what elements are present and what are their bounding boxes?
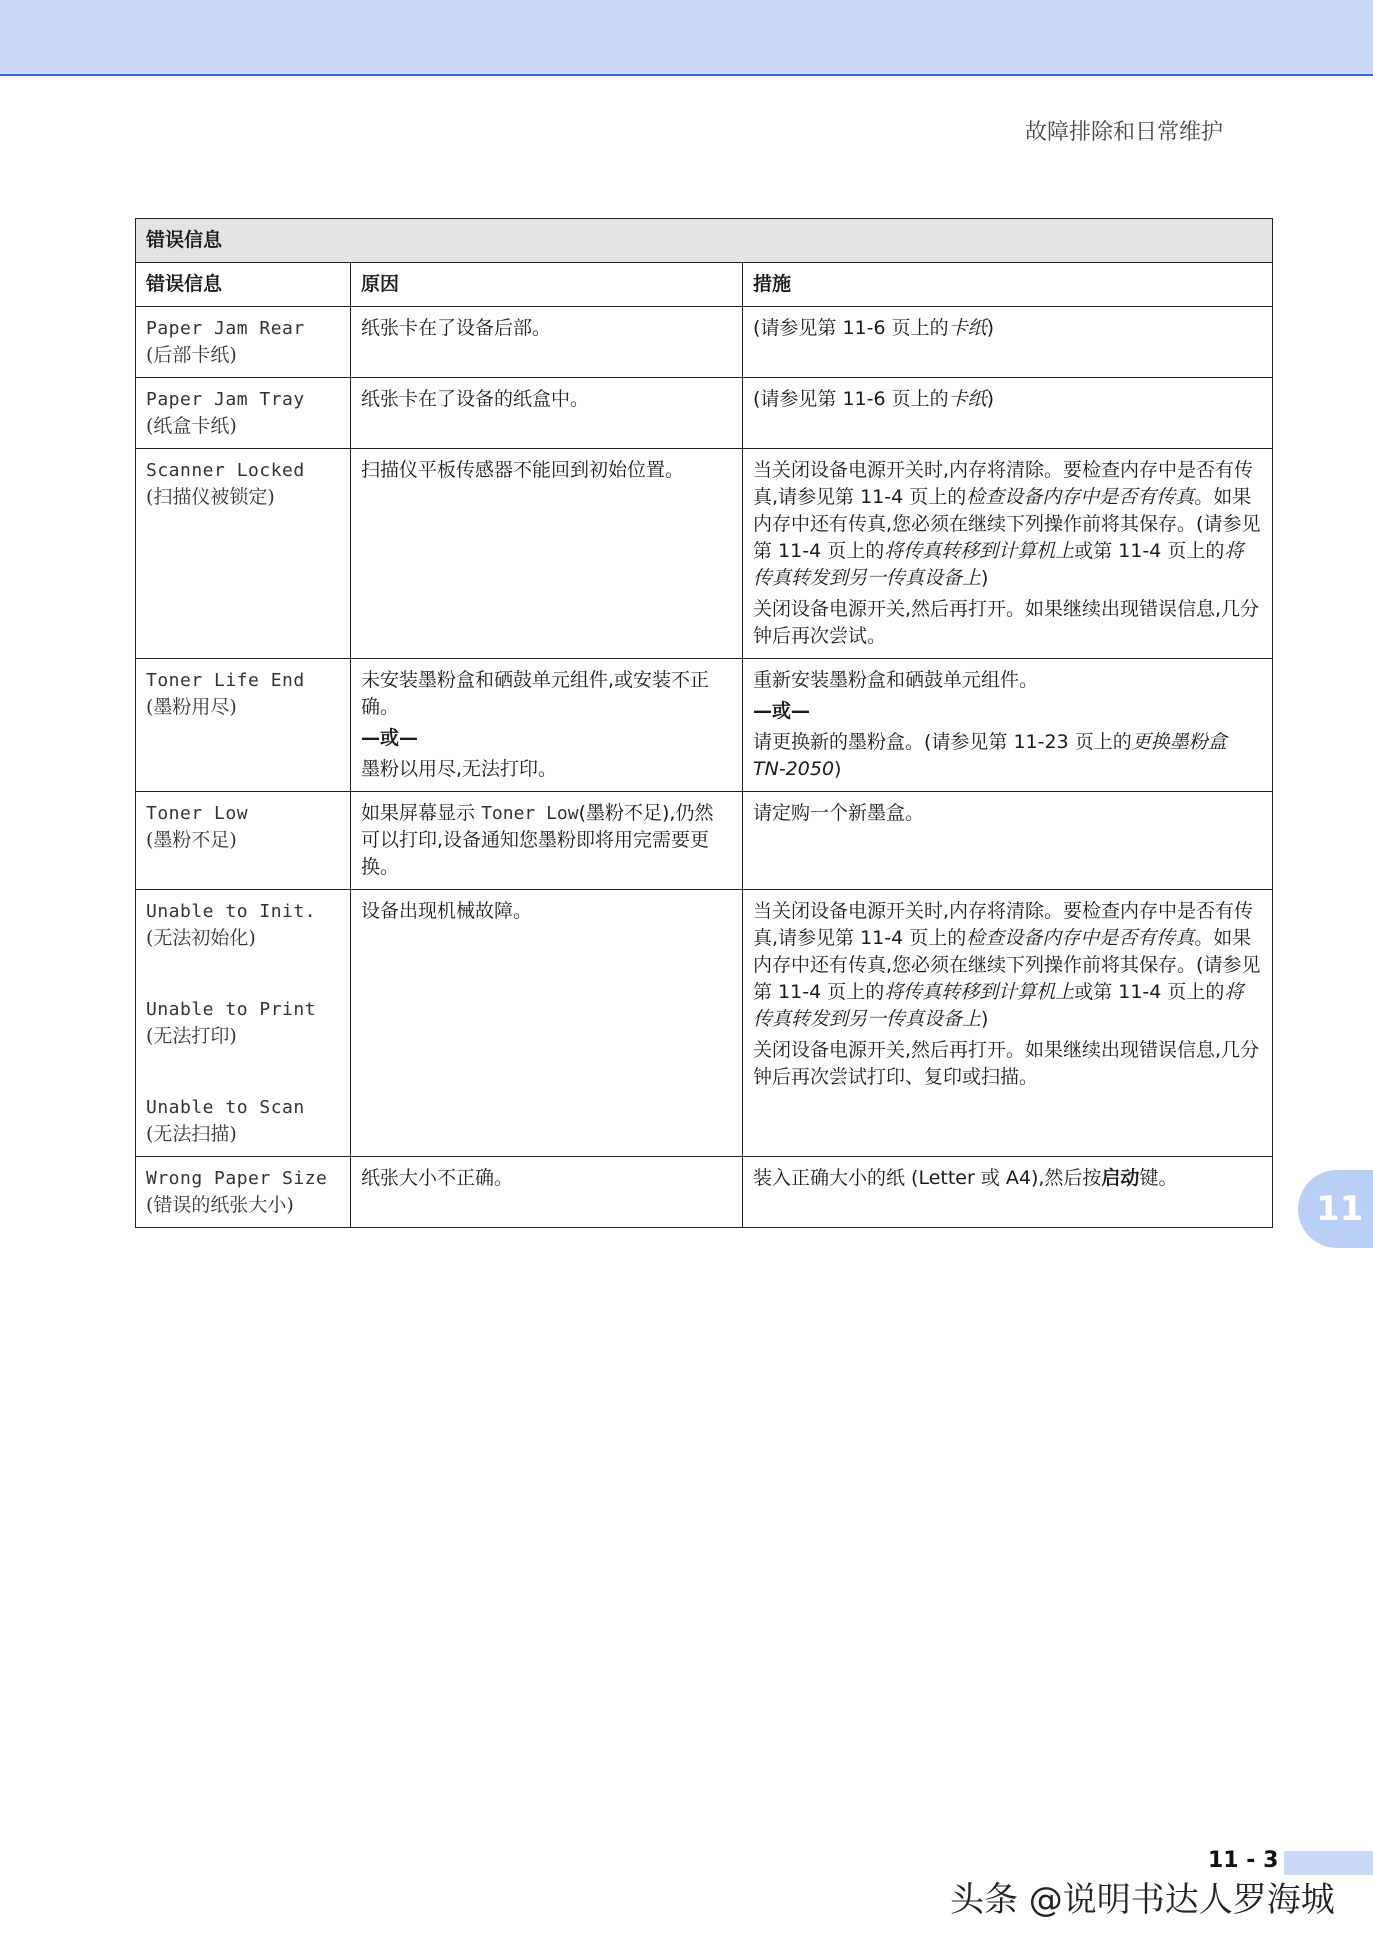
error-code: Unable to Init. [146, 901, 317, 922]
spacer [146, 952, 340, 996]
action-text: 装入正确大小的纸 (Letter 或 A4),然后按 [753, 1167, 1102, 1189]
action-text: 。如果内存中还有传真,您必须在继续下列操作前将其保存。(请参见第 11-4 页上的 [753, 927, 1261, 1003]
error-message-cell [136, 449, 351, 659]
cause-text: 如果屏幕显示 [361, 802, 476, 824]
action-cell [743, 378, 1273, 449]
action-paragraph [753, 457, 1262, 592]
or-separator: —或— [361, 727, 419, 749]
error-name: (无法打印) [146, 1025, 237, 1047]
watermark-text: 头条 @说明书达人罗海城 [950, 1880, 1335, 1920]
action-link-text: 检查设备内存中是否有传真 [966, 927, 1195, 949]
action-text: 请更换新的墨粉盒。(请参见第 11-23 页上的 [753, 731, 1132, 753]
action-paragraph [753, 898, 1262, 1033]
action-text: ) [986, 317, 995, 339]
action-text: (请参见第 11-6 页上的 [753, 388, 949, 410]
action-link-text: 将传真转发到另一传真设备上 [753, 981, 1244, 1030]
action-link-text: 更换墨粉盒 TN-2050 [753, 731, 1227, 780]
spacer [146, 1050, 340, 1094]
action-paragraph: 关闭设备电源开关,然后再打开。如果继续出现错误信息,几分钟后再次尝试。 [753, 598, 1260, 647]
table-row [136, 307, 1273, 378]
action-cell: 请定购一个新墨盒。 [743, 792, 1273, 890]
cause-text: 墨粉以用尽,无法打印。 [361, 758, 558, 780]
error-name: (墨粉用尽) [146, 696, 237, 718]
error-code: Toner Life End [146, 670, 305, 691]
action-text: 当关闭设备电源开关时,内存将清除。要检查内存中是否有传真,请参见第 11-4 页上的 [753, 459, 1254, 508]
table-caption-row [136, 219, 1273, 263]
error-code: Unable to Print [146, 999, 317, 1020]
cause-cell: 设备出现机械故障。 [351, 890, 743, 1157]
action-cell [743, 449, 1273, 659]
table-row [136, 1157, 1273, 1228]
action-link-text: 卡纸 [948, 388, 987, 410]
error-code: Paper Jam Tray [146, 389, 305, 410]
action-text: 当关闭设备电源开关时,内存将清除。要检查内存中是否有传真,请参见第 11-4 页上的 [753, 900, 1254, 949]
error-message-cell [136, 659, 351, 792]
or-separator: —或— [753, 700, 811, 722]
action-text: 键。 [1139, 1167, 1178, 1189]
action-text: 重新安装墨粉盒和硒鼓单元组件。 [753, 669, 1039, 691]
cause-cell [351, 659, 743, 792]
error-code: Unable to Scan [146, 1097, 305, 1118]
table-row [136, 378, 1273, 449]
error-message-cell [136, 890, 351, 1157]
action-text: (请参见第 11-6 页上的 [753, 317, 949, 339]
action-link-text: 卡纸 [948, 317, 987, 339]
action-text: ) [981, 567, 989, 589]
error-code: Wrong Paper Size [146, 1168, 328, 1189]
error-name: (墨粉不足) [146, 829, 237, 851]
error-code: Scanner Locked [146, 460, 305, 481]
error-message-table [135, 218, 1273, 1228]
table-header-row [136, 263, 1273, 307]
error-name: (错误的纸张大小) [146, 1194, 294, 1216]
table-row [136, 890, 1273, 1157]
error-code: Paper Jam Rear [146, 318, 305, 339]
error-name: (无法初始化) [146, 927, 256, 949]
action-text: 或第 11-4 页上的 [1074, 981, 1225, 1003]
column-header-action: 措施 [743, 263, 1273, 307]
error-name: (纸盒卡纸) [146, 415, 237, 437]
table-row [136, 659, 1273, 792]
error-message-cell [136, 307, 351, 378]
action-link-text: 检查设备内存中是否有传真 [966, 486, 1195, 508]
action-paragraph [753, 729, 1262, 783]
action-cell [743, 659, 1273, 792]
page-number: 11 - 3 [1208, 1848, 1279, 1873]
cause-cell: 纸张大小不正确。 [351, 1157, 743, 1228]
action-link-text: 将传真转移到计算机上 [884, 981, 1075, 1003]
cause-text: 未安装墨粉盒和硒鼓单元组件,或安装不正确。 [361, 669, 710, 718]
action-link-text: 将传真转移到计算机上 [884, 540, 1075, 562]
top-header-band [0, 0, 1373, 76]
action-text: ) [986, 388, 995, 410]
error-code: Toner Low [146, 803, 249, 824]
chapter-tab[interactable]: 11 [1298, 1170, 1373, 1248]
column-header-message: 错误信息 [136, 263, 351, 307]
error-message-cell [136, 1157, 351, 1228]
running-header-title: 故障排除和日常维护 [1024, 120, 1223, 145]
cause-cell [351, 792, 743, 890]
start-key-label: 启动 [1101, 1167, 1140, 1189]
action-link-text: 将传真转发到另一传真设备上 [753, 540, 1244, 589]
action-paragraph: 关闭设备电源开关,然后再打开。如果继续出现错误信息,几分钟后再次尝试打印、复印或扫描。 [753, 1039, 1260, 1088]
action-cell [743, 307, 1273, 378]
error-name: (无法扫描) [146, 1123, 237, 1145]
lcd-message-code: Toner Low [481, 803, 579, 824]
column-header-cause: 原因 [351, 263, 743, 307]
action-text: ) [834, 758, 842, 780]
action-cell [743, 890, 1273, 1157]
action-text: 。如果内存中还有传真,您必须在继续下列操作前将其保存。(请参见第 11-4 页上的 [753, 486, 1261, 562]
cause-cell: 纸张卡在了设备后部。 [351, 307, 743, 378]
action-text: ) [981, 1008, 989, 1030]
table-row [136, 449, 1273, 659]
cause-text: (墨粉不足),仍然可以打印,设备通知您墨粉即将用完需要更换。 [361, 802, 714, 878]
error-message-cell [136, 792, 351, 890]
action-cell [743, 1157, 1273, 1228]
action-text: 或第 11-4 页上的 [1074, 540, 1225, 562]
table-row [136, 792, 1273, 890]
error-name: (扫描仪被锁定) [146, 486, 275, 508]
cause-cell: 扫描仪平板传感器不能回到初始位置。 [351, 449, 743, 659]
table-caption: 错误信息 [136, 219, 1273, 263]
error-name: (后部卡纸) [146, 344, 237, 366]
error-message-cell [136, 378, 351, 449]
cause-cell: 纸张卡在了设备的纸盒中。 [351, 378, 743, 449]
